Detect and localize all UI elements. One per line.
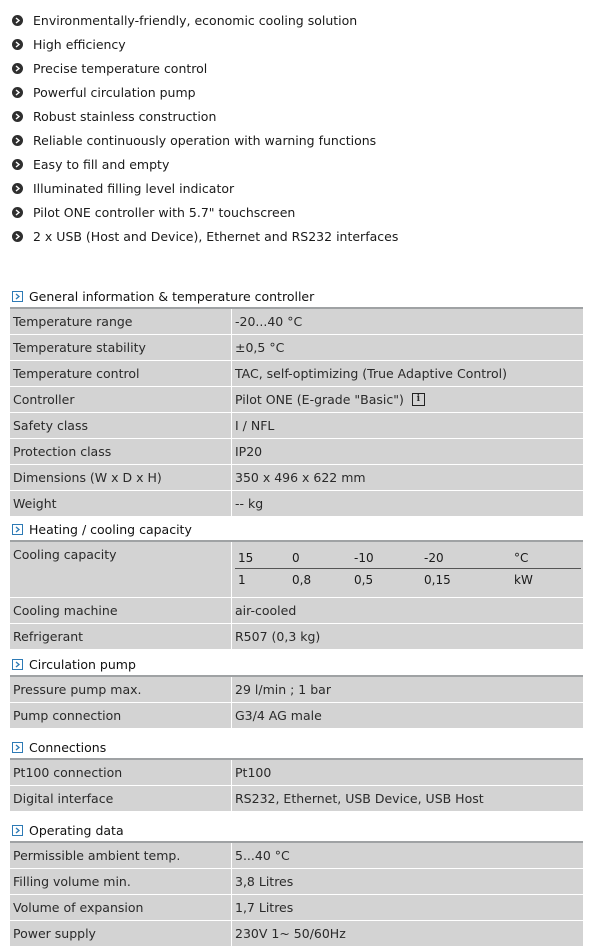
arrow-bullet-icon: [12, 111, 23, 122]
table-row: [10, 624, 583, 650]
feature-text: Easy to fill and empty: [33, 156, 170, 172]
table-row: [10, 760, 583, 786]
section-operating-data: [10, 819, 583, 947]
feature-text: Pilot ONE controller with 5.7" touchscreen: [33, 204, 296, 220]
row-label: Filling volume min.: [10, 869, 232, 894]
table-row: [10, 869, 583, 895]
arrow-bullet-icon: [12, 87, 23, 98]
row-label: Pump connection: [10, 703, 232, 728]
feature-text: Powerful circulation pump: [33, 84, 196, 100]
capacity-value: 0,15: [424, 573, 451, 587]
section-general: [10, 285, 583, 517]
row-value: -20...40 °C: [235, 314, 303, 329]
feature-item: [12, 8, 398, 32]
row-label: Refrigerant: [10, 624, 232, 649]
row-value-container: [232, 387, 583, 412]
capacity-temp: 15: [238, 551, 254, 565]
feature-text: Robust stainless construction: [33, 108, 217, 124]
section-title: Circulation pump: [29, 656, 136, 672]
feature-text: Illuminated filling level indicator: [33, 180, 235, 196]
section-connections: [10, 736, 583, 812]
table-row: [10, 439, 583, 465]
feature-item: [12, 128, 398, 152]
cooling-capacity-grid: [232, 542, 583, 597]
arrow-bullet-icon: [12, 231, 23, 242]
row-value: -- kg: [235, 496, 264, 511]
row-value: TAC, self-optimizing (True Adaptive Control): [235, 366, 508, 381]
row-label: Safety class: [10, 413, 232, 438]
row-label: Dimensions (W x D x H): [10, 465, 232, 490]
row-value: G3/4 AG male: [235, 708, 322, 723]
arrow-bullet-icon: [12, 207, 23, 218]
feature-item: [12, 56, 398, 80]
feature-text: 2 x USB (Host and Device), Ethernet and RS232 interfaces: [33, 228, 399, 244]
section-arrow-icon: [12, 291, 23, 302]
table-row: [10, 413, 583, 439]
feature-item: [12, 80, 398, 104]
row-value: 350 x 496 x 622 mm: [235, 470, 366, 485]
arrow-bullet-icon: [12, 183, 23, 194]
section-header[interactable]: [10, 819, 583, 841]
feature-item: [12, 152, 398, 176]
capacity-temp: -20: [424, 551, 444, 565]
row-value: air-cooled: [235, 603, 297, 618]
row-label: Cooling capacity: [10, 542, 232, 597]
capacity-temp: -10: [354, 551, 374, 565]
table-row: [10, 491, 583, 517]
row-value: 3,8 Litres: [235, 874, 294, 889]
row-value: 29 l/min ; 1 bar: [235, 682, 331, 697]
feature-item: [12, 176, 398, 200]
table-row: [10, 895, 583, 921]
section-arrow-icon: [12, 659, 23, 670]
section-circulation-pump: [10, 653, 583, 729]
row-value: RS232, Ethernet, USB Device, USB Host: [235, 791, 484, 806]
arrow-bullet-icon: [12, 63, 23, 74]
section-title: General information & temperature controller: [29, 288, 315, 304]
row-label: Volume of expansion: [10, 895, 232, 920]
section-title: Connections: [29, 739, 107, 755]
row-label: Power supply: [10, 921, 232, 946]
feature-item: [12, 224, 398, 248]
row-value: Pilot ONE (E-grade "Basic"): [235, 392, 404, 407]
row-value: ±0,5 °C: [235, 340, 285, 355]
table-row: [10, 309, 583, 335]
row-value: 1,7 Litres: [235, 900, 294, 915]
feature-item: [12, 32, 398, 56]
feature-text: High efficiency: [33, 36, 126, 52]
capacity-unit: kW: [514, 573, 533, 587]
row-label: Controller: [10, 387, 232, 412]
row-label: Permissible ambient temp.: [10, 843, 232, 868]
row-label: Weight: [10, 491, 232, 516]
feature-text: Environmentally-friendly, economic cooling solution: [33, 12, 358, 28]
section-header[interactable]: [10, 736, 583, 758]
row-label: Pressure pump max.: [10, 677, 232, 702]
table-row: [10, 921, 583, 947]
row-value: R507 (0,3 kg): [235, 629, 321, 644]
table-row: [10, 361, 583, 387]
table-row: [10, 677, 583, 703]
row-value: IP20: [235, 444, 263, 459]
table-row: [10, 598, 583, 624]
table-row: [10, 843, 583, 869]
section-header[interactable]: [10, 285, 583, 307]
section-header[interactable]: [10, 653, 583, 675]
feature-item: [12, 200, 398, 224]
row-label: Temperature range: [10, 309, 232, 334]
row-label: Temperature stability: [10, 335, 232, 360]
arrow-bullet-icon: [12, 15, 23, 26]
section-arrow-icon: [12, 524, 23, 535]
table-row: [10, 542, 583, 598]
row-value: I / NFL: [235, 418, 275, 433]
capacity-divider: [235, 568, 581, 569]
arrow-bullet-icon: [12, 39, 23, 50]
table-row: [10, 465, 583, 491]
row-label: Temperature control: [10, 361, 232, 386]
row-value: 230V 1~ 50/60Hz: [235, 926, 346, 941]
row-label: Digital interface: [10, 786, 232, 811]
table-row: [10, 786, 583, 812]
feature-text: Reliable continuously operation with warning functions: [33, 132, 377, 148]
section-arrow-icon: [12, 742, 23, 753]
row-value: 5...40 °C: [235, 848, 290, 863]
capacity-value: 0,8: [292, 573, 312, 587]
section-title: Operating data: [29, 822, 124, 838]
section-heating-cooling: [10, 518, 583, 650]
capacity-value: 0,5: [354, 573, 374, 587]
table-row: [10, 387, 583, 413]
capacity-unit: °C: [514, 551, 529, 565]
section-title: Heating / cooling capacity: [29, 521, 192, 537]
row-label: Protection class: [10, 439, 232, 464]
table-row: [10, 703, 583, 729]
arrow-bullet-icon: [12, 159, 23, 170]
capacity-temp: 0: [292, 551, 300, 565]
section-arrow-icon: [12, 825, 23, 836]
capacity-value: 1: [238, 573, 246, 587]
arrow-bullet-icon: [12, 135, 23, 146]
feature-text: Precise temperature control: [33, 60, 208, 76]
row-label: Cooling machine: [10, 598, 232, 623]
row-label: Pt100 connection: [10, 760, 232, 785]
info-icon[interactable]: i: [412, 393, 425, 406]
feature-list: [12, 8, 398, 248]
row-value: Pt100: [235, 765, 272, 780]
table-row: [10, 335, 583, 361]
feature-item: [12, 104, 398, 128]
section-header[interactable]: [10, 518, 583, 540]
